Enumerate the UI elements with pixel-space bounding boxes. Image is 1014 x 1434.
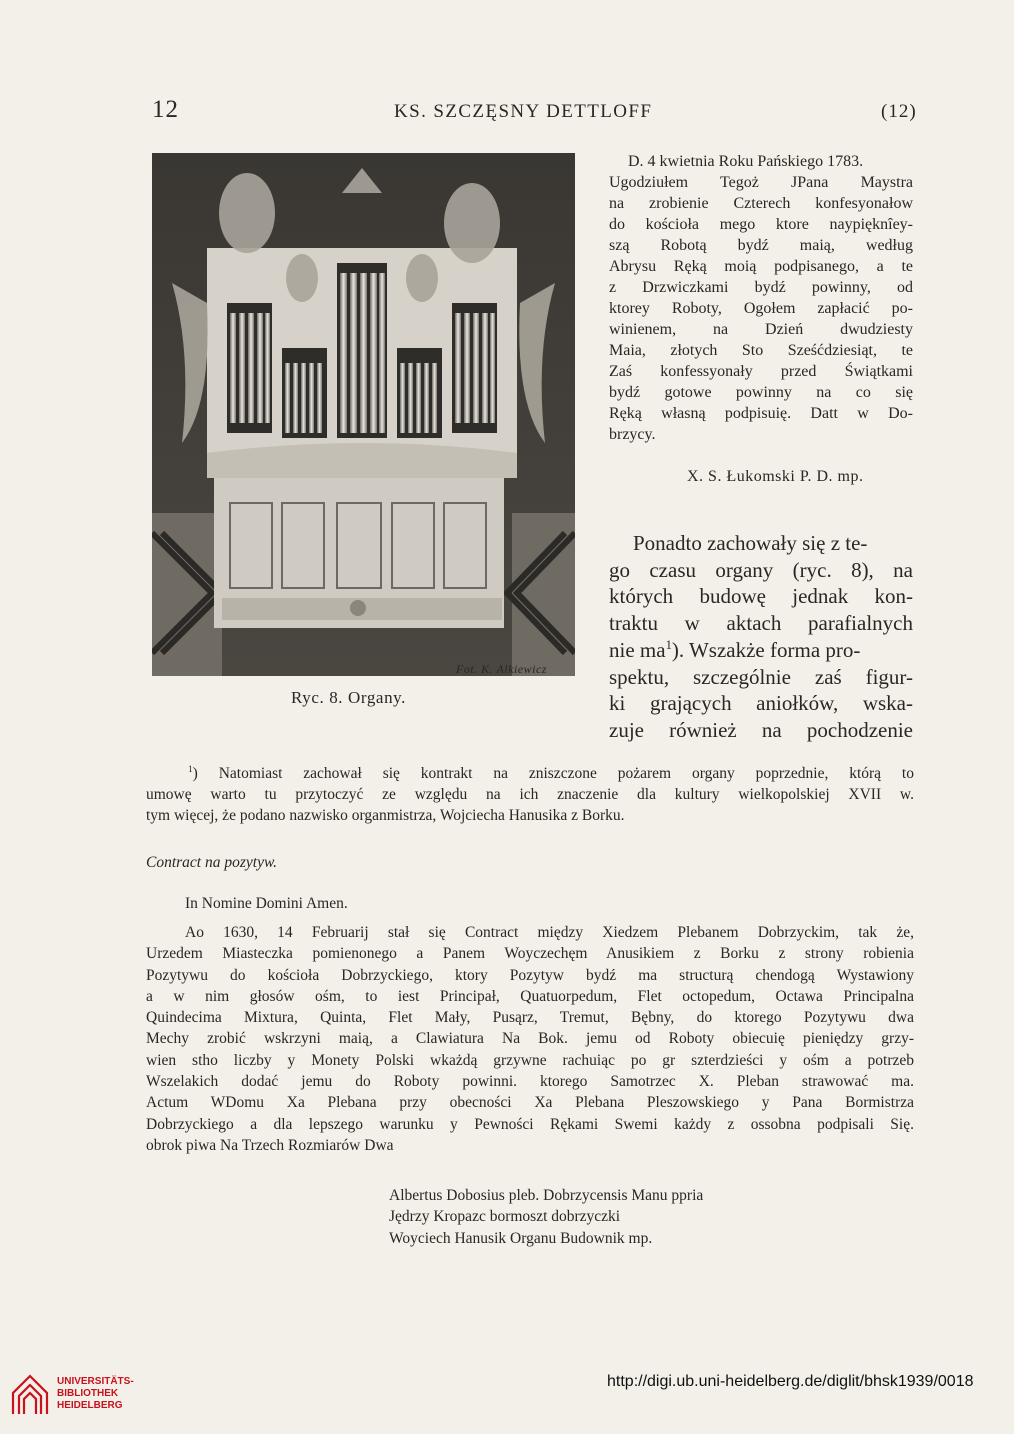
signature-line: Woyciech Hanusik Organu Budownik mp. — [389, 1229, 653, 1247]
footnote-mark: 1 — [188, 764, 193, 775]
logo-line: BIBLIOTHEK — [57, 1388, 119, 1399]
body-text — [609, 530, 913, 744]
running-title: KS. SZCZĘSNY DETTLOFF — [394, 101, 653, 122]
logo-line: UNIVERSITÄTS- — [57, 1376, 134, 1387]
doc-line: Zaś konfessyonały przed Świątkami — [609, 363, 913, 380]
contract-line: Wszelakich dodać jemu do Roboty powinni. ktorego Samotrzec X. Pleban strawować ma. — [146, 1073, 914, 1091]
photo-credit: Fot. K. Alkiewicz — [456, 662, 547, 676]
body-line — [609, 637, 913, 664]
doc-line: z Drzwiczkami bydź powinny, od — [609, 279, 913, 296]
source-url-link[interactable]: http://digi.ub.uni-heidelberg.de/diglit/bhsk1939/0018 — [607, 1373, 974, 1390]
contract-line: Dobrzyckiego a dla lepszego warunku y Pewności Rękami Swemi każdy z ossobna podpisali Się. — [146, 1115, 914, 1133]
footnote-ref: 1 — [665, 637, 672, 652]
doc-line: D. 4 kwietnia Roku Pańskiego 1783. — [628, 153, 864, 170]
signature-line: Jędrzy Kropazc bormoszt dobrzyczki — [389, 1208, 621, 1226]
contract-signatures — [389, 1185, 703, 1249]
library-logo-text — [57, 1376, 134, 1412]
body-line-part: ). Wszakże forma pro- — [671, 637, 861, 662]
contract-line: Quindecima Mixtura, Quinta, Flet Mały, Pusąrz, Tremut, Bębny, do ktorego Pozytywu dwa — [146, 1009, 914, 1027]
body-line: traktu w aktach parafialnych — [609, 611, 913, 636]
contract-line: Urzedem Miasteczka pomienonego a Panem Woyczechęm Anusikiem z Borku z strony robienia — [146, 945, 914, 963]
body-line: których budowę jednak kon- — [609, 584, 913, 609]
footnote-line: tym więcej, że podano nazwisko organmistrza, Wojciecha Hanusika z Borku. — [146, 807, 625, 824]
contract-line: Pozytywu do kościoła Dobrzyckiego, ktory Pozytyw bydź ma structurą chendogą Wystawiony — [146, 966, 914, 984]
contract-line: Ao 1630, 14 Februarij stał się Contract między Xiedzem Plebanem Dobrzyckim, tak że, — [185, 924, 914, 941]
body-line-part: nie ma — [609, 637, 666, 662]
logo-line: HEIDELBERG — [57, 1400, 123, 1411]
contract-text — [146, 922, 914, 1156]
body-line: ki grających aniołków, wska- — [609, 691, 913, 716]
doc-line: Abrysu Ręką moią podpisanego, a te — [609, 258, 913, 275]
contract-invocation: In Nomine Domini Amen. — [185, 895, 348, 912]
footnote-text: ) Natomiast zachował się kontrakt na zniszczone pożarem organy poprzednie, którą to — [192, 765, 914, 782]
doc-line: brzycy. — [609, 426, 656, 443]
doc-line: winienem, na Dzień dwudziesty — [609, 321, 913, 338]
document-signature: X. S. Łukomski P. D. mp. — [687, 468, 864, 485]
footnote-line: umowę warto tu przytoczyć ze względu na ich znaczenie dla kultury wielkopolskiej XVII w. — [146, 786, 914, 803]
body-line: go czasu organy (ryc. 8), na — [609, 557, 913, 582]
organ-illustration — [152, 153, 575, 676]
contract-line: Actum WDomu Xa Plebana przy obecności Xa Plebana Pleszowskiego y Pana Bormistrza — [146, 1094, 914, 1112]
footnote — [146, 763, 914, 826]
doc-line: Ugodziułem Tegoż JPana Maystra — [609, 174, 913, 191]
signature-line: Albertus Dobosius pleb. Dobrzycensis Manu ppria — [389, 1187, 704, 1204]
doc-line: na zrobienie Czterech konfesyonałow — [609, 195, 913, 212]
page-number: 12 — [152, 96, 179, 123]
document-quote — [609, 151, 913, 445]
doc-line: ktorey Roboty, Ogołem zapłacić po- — [609, 300, 913, 317]
contract-line: Mechy zrobić wskrzyni maią, a Clawiatura Na Bok. jemu od Roboty obiecuię pieniędzy grzy- — [146, 1030, 914, 1048]
contract-line: wien stho liczby y Monety Polski wkażdą grzywne rachuiąc po gr szterdzieści y ośm a potrzeb — [146, 1051, 914, 1069]
doc-line: do kościoła mego ktore naypięknîey- — [609, 216, 913, 233]
doc-line: szą Robotą bydź maią, według — [609, 237, 913, 254]
contract-line: obrok piwa Na Trzech Rozmiarów Dwa — [146, 1136, 394, 1154]
footnote-line — [146, 763, 914, 784]
body-line: Ponadto zachowały się z te- — [633, 531, 868, 555]
header-right-number: (12) — [881, 101, 917, 122]
contract-title: Contract na pozytyw. — [146, 854, 278, 871]
contract-line: a w nim głosów ośm, to iest Principał, Quatuorpedum, Flet octopedum, Octawa Principalna — [146, 987, 914, 1005]
doc-line: Maia, złotych Sto Sześćdziesiąt, te — [609, 342, 913, 359]
body-line: spektu, szczególnie zaś figur- — [609, 664, 913, 689]
figure-caption: Ryc. 8. Organy. — [291, 688, 407, 707]
body-line: zuje również na pochodzenie — [609, 717, 913, 742]
organ-photograph — [152, 153, 575, 676]
doc-line: bydź gotowe powinny na co się — [609, 384, 913, 401]
doc-line: Ręką własną podpisuię. Datt w Do- — [609, 405, 913, 422]
